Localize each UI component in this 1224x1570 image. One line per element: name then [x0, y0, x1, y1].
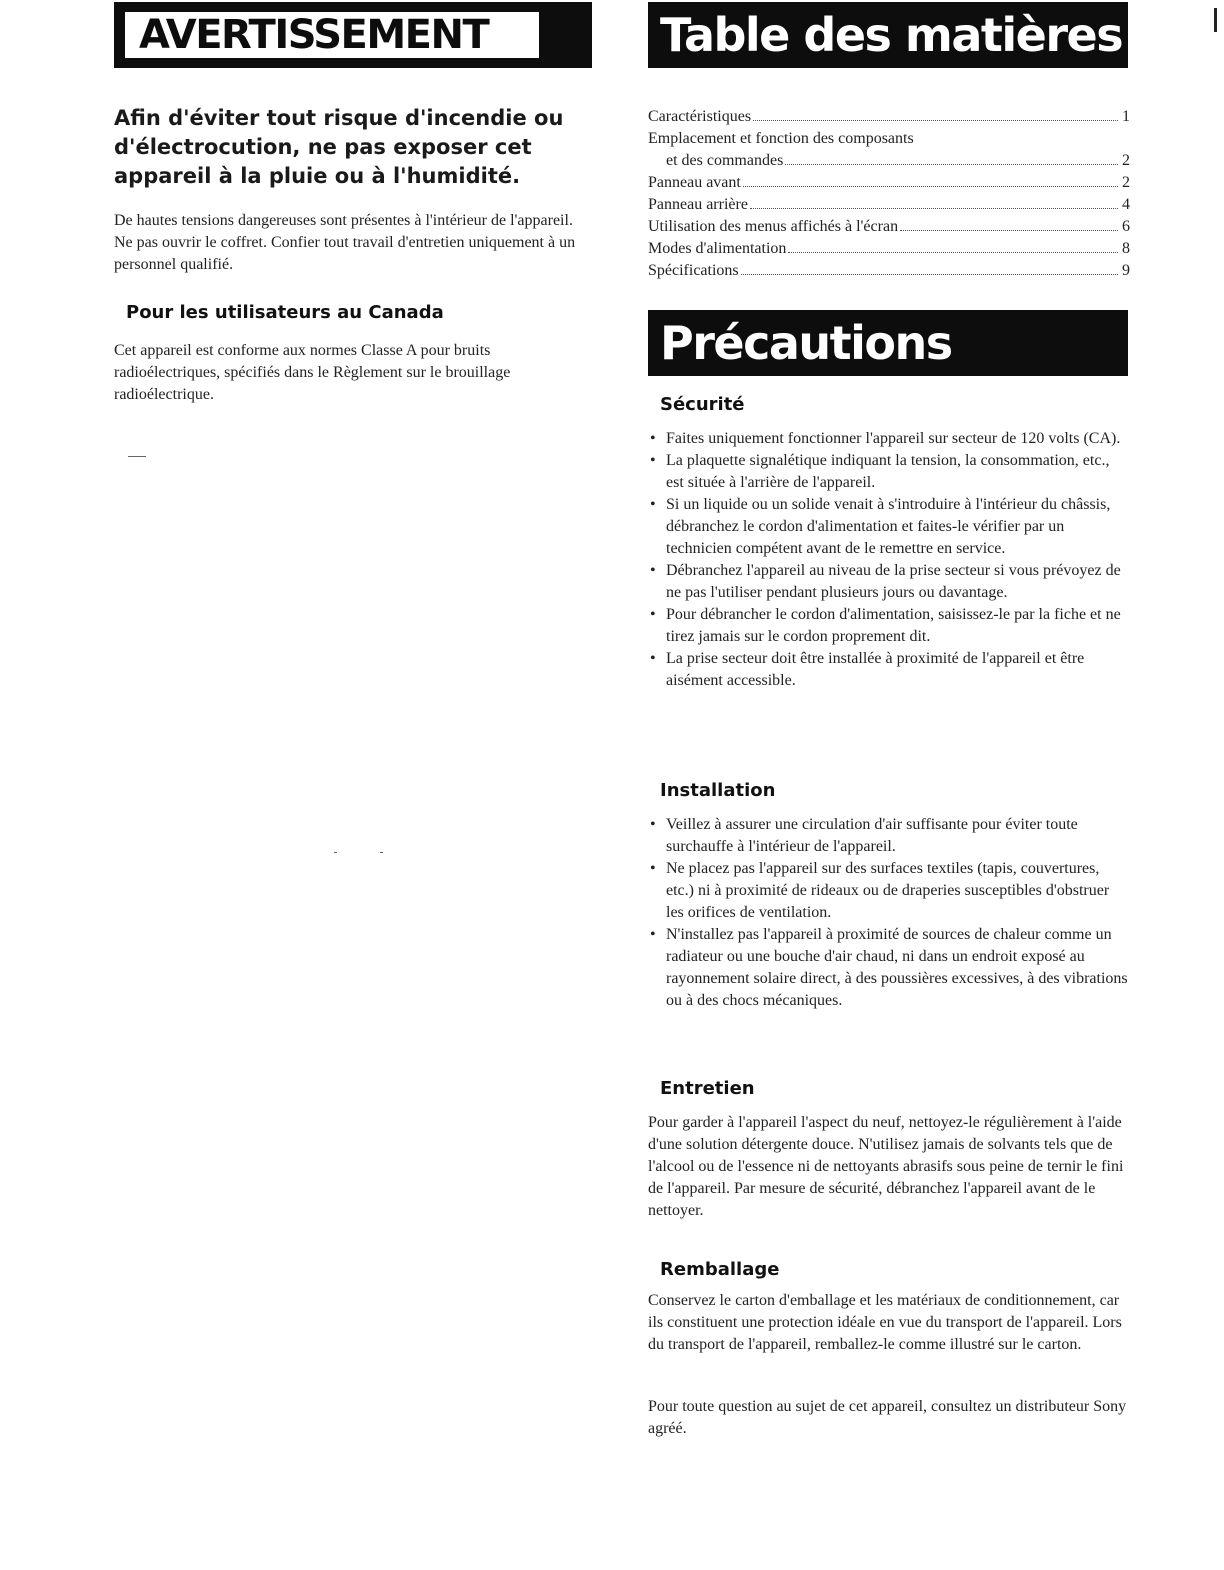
canada-heading: Pour les utilisateurs au Canada: [126, 302, 444, 323]
toc-item[interactable]: Caractéristiques 1: [648, 108, 1130, 125]
list-item: • N'installez pas l'appareil à proximité de sources de chaleur comme un radiateur ou une bouche d'air chaud, ni dans un endroit exposé au rayonnement solaire direct, à des poussières excessives, à des vibrations ou à des chocs mécaniques.: [648, 924, 1128, 1012]
scan-mark: [334, 852, 337, 853]
entretien-text: Pour garder à l'appareil l'aspect du neuf, nettoyez-le régulièrement à l'aide d'une solution détergente douce. N'utilisez jamais de solvants tels que de l'alcool ou de l'essence ni de nettoyants abrasifs sous peine de ternir le fini de l'appareil. Par mesure de sécurité, débranchez l'appareil avant de le nettoyer.: [648, 1114, 1124, 1219]
scan-mark: [1214, 8, 1217, 32]
list-item: • Faites uniquement fonctionner l'appareil sur secteur de 120 volts (CA).: [648, 428, 1128, 450]
warning-banner-title: AVERTISSEMENT: [122, 9, 542, 61]
toc-item: Emplacement et fonction des composants: [648, 130, 914, 147]
warning-heading: Afin d'éviter tout risque d'incendie ou d'électrocution, ne pas exposer cet appareil à la pluie ou à l'humidité.: [114, 106, 564, 188]
scan-mark: [380, 852, 383, 853]
warning-text: De hautes tensions dangereuses sont présentes à l'intérieur de l'appareil. Ne pas ouvrir le coffret. Confier tout travail d'entretien uniquement à un personnel qualifié.: [114, 212, 576, 273]
list-item: • La plaquette signalétique indiquant la tension, la consommation, etc., est située à l'arrière de l'appareil.: [648, 450, 1128, 494]
toc-item[interactable]: Modes d'alimentation 8: [648, 240, 1130, 257]
securite-list: [648, 428, 1128, 692]
entretien-heading: Entretien: [660, 1078, 755, 1099]
list-item: • Veillez à assurer une circulation d'air suffisante pour éviter toute surchauffe à l'intérieur de l'appareil.: [648, 814, 1128, 858]
remballage-text: Conservez le carton d'emballage et les matériaux de conditionnement, car ils constituent une protection idéale en vue du transport de l'appareil. Lors du transport de l'appareil, remballez-le comme illustré sur le carton.: [648, 1292, 1122, 1353]
list-item: • Si un liquide ou un solide venait à s'introduire à l'intérieur du châssis, débranchez le cordon d'alimentation et faites-le vérifier par un technicien compétent avant de le remettre en service.: [648, 494, 1128, 560]
toc-banner: [648, 2, 1128, 68]
list-item: • Ne placez pas l'appareil sur des surfaces textiles (tapis, couvertures, etc.) ni à proximité de rideaux ou de draperies susceptibles d'obstruer les orifices de ventilation.: [648, 858, 1128, 924]
installation-list: [648, 814, 1128, 1012]
installation-heading: Installation: [660, 780, 776, 801]
precautions-banner: [648, 310, 1128, 376]
toc-item[interactable]: et des commandes 2: [666, 152, 1130, 169]
canada-text: Cet appareil est conforme aux normes Classe A pour bruits radioélectriques, spécifiés dans le Règlement sur le brouillage radioélectrique.: [114, 342, 511, 403]
list-item: • Pour débrancher le cordon d'alimentation, saisissez-le par la fiche et ne tirez jamais sur le cordon proprement dit.: [648, 604, 1128, 648]
list-item: • Débranchez l'appareil au niveau de la prise secteur si vous prévoyez de ne pas l'utiliser pendant plusieurs jours ou davantage.: [648, 560, 1128, 604]
toc-item[interactable]: Panneau arrière 4: [648, 196, 1130, 213]
precautions-title: Précautions: [660, 316, 952, 370]
scan-mark: [128, 456, 146, 457]
toc-title: Table des matières: [660, 8, 1123, 62]
table-of-contents: [648, 106, 1130, 282]
toc-item[interactable]: Spécifications 9: [648, 262, 1130, 279]
remballage-heading: Remballage: [660, 1259, 780, 1280]
closing-text: Pour toute question au sujet de cet appareil, consultez un distributeur Sony agréé.: [648, 1398, 1127, 1437]
warning-banner: [114, 2, 592, 68]
list-item: • La prise secteur doit être installée à proximité de l'appareil et être aisément accessible.: [648, 648, 1128, 692]
toc-item[interactable]: Panneau avant 2: [648, 174, 1130, 191]
securite-heading: Sécurité: [660, 394, 745, 415]
toc-item[interactable]: Utilisation des menus affichés à l'écran 6: [648, 218, 1130, 235]
